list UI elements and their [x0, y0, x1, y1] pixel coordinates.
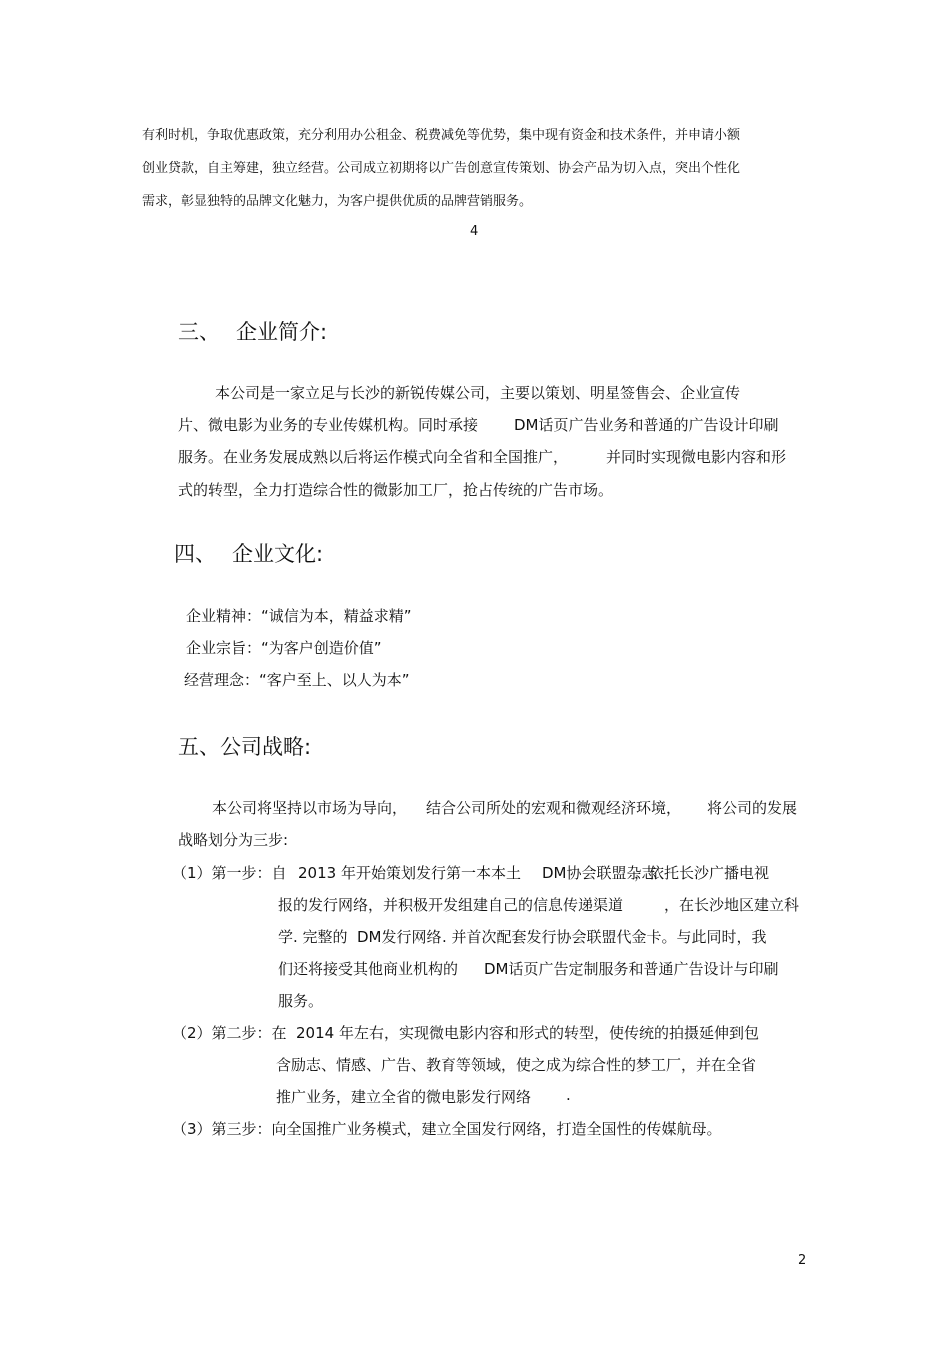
paragraph-line: DM发行网络: [357, 928, 442, 946]
paragraph-line: . 并首次配套发行协会联盟代金卡。与此同时，我: [442, 928, 767, 946]
paragraph-line: 含励志、情感、广告、教育等领域，使之成为综合性的梦工厂，并在全省: [276, 1056, 757, 1074]
paragraph-line: 服务。在业务发展成熟以后将运作模式向全省和全国推广，: [178, 448, 569, 466]
paragraph-line: ，依托长沙广播电视: [634, 864, 770, 882]
paragraph-line: 报的发行网络，并积极开发组建自己的信息传递渠道: [278, 896, 624, 914]
paragraph-line: 学. 完整的: [278, 928, 348, 946]
culture-item: 企业宗旨：“为客户创造价值”: [186, 639, 382, 657]
paragraph-line: 2013 年开始策划发行第一本本土: [298, 864, 521, 882]
culture-item: 企业精神：“诚信为本，精益求精”: [186, 607, 412, 625]
paragraph-line: 需求，彰显独特的品牌文化魅力，为客户提供优质的品牌营销服务。: [142, 194, 533, 209]
paragraph-line: ，在长沙地区建立科: [664, 896, 800, 914]
paragraph-line: 战略划分为三步:: [178, 831, 289, 849]
culture-item: 经营理念：“客户至上、以人为本”: [184, 671, 410, 689]
paragraph-line: 式的转型，全力打造综合性的微影加工厂，抢占传统的广告市场。: [178, 481, 614, 499]
section-number: 四、: [174, 542, 216, 566]
paragraph-line: 片、微电影为业务的专业传媒机构。同时承接: [178, 416, 479, 434]
paragraph-line: DM协会联盟杂志: [542, 864, 657, 882]
paragraph-line: 有利时机，争取优惠政策，充分利用办公租金、税费减免等优势，集中现有资金和技术条件，并申请小额: [142, 128, 741, 143]
paragraph-line: 推广业务，建立全省的微电影发行网络: [276, 1088, 532, 1106]
page-number: 2: [798, 1253, 807, 1268]
paragraph-line: DM话页广告定制服务和普通广告设计与印刷: [484, 960, 779, 978]
paragraph-line: 并同时实现微电影内容和形: [606, 448, 787, 466]
step-three-line: （3）第三步：向全国推广业务模式，建立全国发行网络，打造全国性的传媒航母。: [172, 1120, 722, 1138]
paragraph-line: 创业贷款，自主筹建，独立经营。公司成立初期将以广告创意宣传策划、协会产品为切入点，突出个性化: [142, 161, 741, 176]
inner-page-number: 4: [470, 224, 479, 239]
section-heading: 五、公司战略:: [178, 735, 312, 759]
section-number: 三、: [178, 320, 220, 344]
paragraph-line: 本公司是一家立足与长沙的新锐传媒公司，主要以策划、明星签售会、企业宣传: [215, 384, 741, 402]
paragraph-line: .: [566, 1086, 571, 1104]
paragraph-line: DM话页广告业务和普通的广告设计印刷: [514, 416, 779, 434]
step-two-label: （2）第二步：在: [172, 1024, 287, 1042]
paragraph-line: 2014 年左右，实现微电影内容和形式的转型，使传统的拍摄延伸到包: [296, 1024, 759, 1042]
step-one-label: （1）第一步：自: [172, 864, 287, 882]
paragraph-line: 结合公司所处的宏观和微观经济环境，: [426, 799, 682, 817]
paragraph-line: 服务。: [278, 992, 324, 1010]
paragraph-line: 们还将接受其他商业机构的: [278, 960, 459, 978]
paragraph-line: 本公司将坚持以市场为导向，: [212, 799, 408, 817]
section-heading: 企业文化:: [232, 542, 324, 566]
paragraph-line: 将公司的发展: [707, 799, 798, 817]
section-heading: 企业简介:: [236, 320, 328, 344]
